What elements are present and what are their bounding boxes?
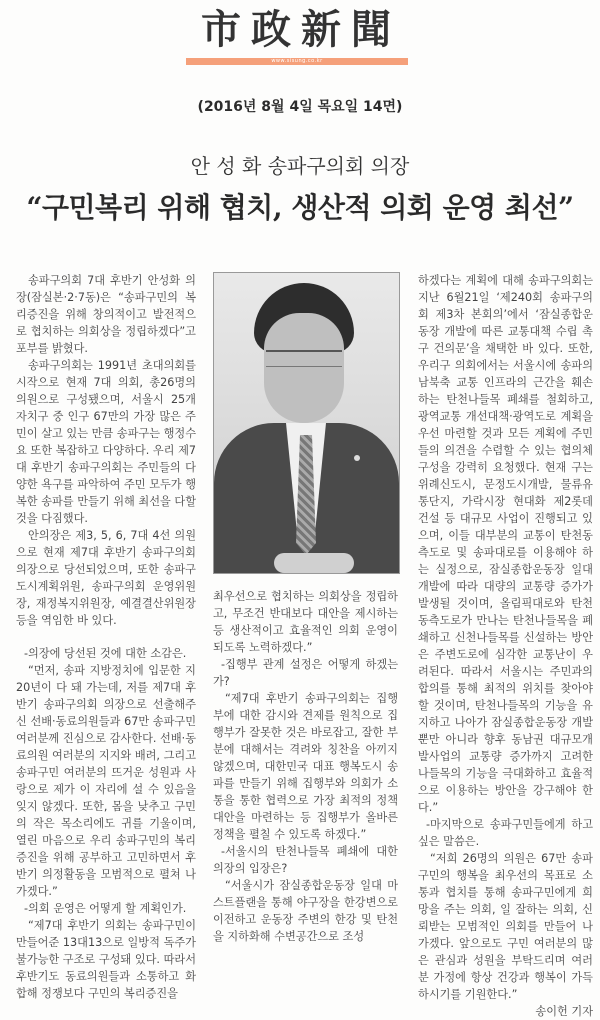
glasses-icon bbox=[266, 350, 342, 367]
article-headline: “구민복리 위해 협치, 생산적 의회 운영 최선” bbox=[26, 191, 574, 224]
dateline: (2016년 8월 4일 목요일 14면) bbox=[197, 99, 403, 115]
interview-question: -마지막으로 송파구민들에게 하고 싶은 말씀은. bbox=[418, 818, 593, 848]
speaker-photo bbox=[213, 272, 400, 574]
article-column-2 bbox=[213, 588, 398, 945]
paragraph: 최우선으로 협치하는 의회상을 정립하고, 무조건 반대보다 대안을 제시하는 등 생산적이고 효율적인 의회 운영이 되도록 노력하겠다.” bbox=[213, 590, 398, 654]
photo-face bbox=[264, 313, 344, 423]
photo-hands bbox=[274, 553, 354, 573]
masthead bbox=[186, 4, 408, 65]
paragraph: “저희 26명의 의원은 67만 송파구민의 행복을 최우선의 목표로 소통과 협치를 통해 송파구민에게 희망을 주는 의회, 일 잘하는 의회, 신뢰받는 모범적인 의회를 만들어 나가겠다. 앞으로도 구민 여러분의 많은 관심과 성원을 부탁드리며 여러분 가정에 항상 건강과 행복이 가득하시기를 기원한다.” bbox=[418, 852, 593, 1001]
interview-question: -집행부 관계 설정은 어떻게 하겠는가? bbox=[213, 658, 398, 688]
paragraph: 송파구의회는 1991년 초대의회를 시작으로 현재 7대 의회, 총26명의 의원으로 구성됐으며, 서울시 25개 자치구 중 인구 67만의 가장 많은 주민이 살고 있는 만큼 송파구는 행정수요 또한 복잡하고 다양하다. 우리 제7대 후반기 송파구의회는 주민들의 다양한 욕구를 파악하여 주민 모두가 행복한 송파를 만들기 위해 최선을 다할 것을 다짐했다. bbox=[16, 359, 196, 525]
paragraph: “먼저, 송파 지방정치에 입문한 지 20년이 다 돼 가는데, 저를 제7대 후반기 송파구의회 의장으로 선출해주신 선배·동료의원들과 67만 송파구민 여러분께 진심으로 감사한다. 선배·동료의원 여러분의 지지와 배려, 그리고 송파구민 여러분의 뜨거운 성원과 사랑으로 제가 이 자리에 설 수 있음을 잊지 않겠다. 또한, 몸을 낮추고 구민의 작은 목소리에도 귀를 기울이며, 열린 마음으로 우리 송파구민의 복리증진을 위해 공부하고 고민하면서 후반기 의정활동을 모범적으로 펼쳐 나가겠다.” bbox=[16, 664, 196, 898]
paragraph: 하겠다는 계획에 대해 송파구의회는 지난 6월21일 ‘제240회 송파구의회 제3차 본회의’에서 ‘잠실종합운동장 개발에 따른 교통대책 수립 촉구 건의문’을 채택한 바 있다. 또한, 우리구 의회에서는 서울시에 송파의 남북축 교통 인프라의 근간을 훼손하는 탄천나들목 폐쇄를 철회하고, 광역교통 개선대책·광역도로 계획을 우선 마련할 것과 모든 계획에 주민들의 의견을 수렴할 수 있는 협의체 구성을 강력히 요청했다. 현재 구는 위례신도시, 문정도시개발, 물류유통단지, 가락시장 현대화 제2롯데 건설 등 대규모 사업이 진행되고 있으며, 이들 대부분의 교통이 탄천동측도로 및 송파대로를 이용해야 하는 실정으로, 잠실종합운동장 일대 개발에 따라 대량의 교통량 증가가 발생될 것이며, 올림픽대로와 탄천동측도로가 만나는 탄천나들목을 폐쇄하고 신천나들목를 신설하는 방안은 주변도로에 심각한 교통난이 우려된다. 따라서 서울시는 주민과의 합의를 통해 최적의 위치를 찾아야 할 것이며, 탄천나들목의 기능을 유지하고 나아가 잠실종합운동장 개발뿐만 아니라 향후 동남권 대규모개발사업의 교통량 증가까지 고려한 나들목의 기능을 극대화하고 효율적으로 이용하는 방안을 강구해야 한다.” bbox=[418, 274, 593, 814]
interview-question: -서울시의 탄천나들목 폐쇄에 대한 의장의 입장은? bbox=[213, 845, 398, 875]
byline: 송이헌 기자 bbox=[535, 1005, 593, 1018]
lapel-pin-icon bbox=[354, 455, 360, 461]
paragraph: 안의장은 제3, 5, 6, 7대 4선 의원으로 현재 제7대 후반기 송파구의회 의장으로 당선되었으며, 또한 송파구 도시계획위원, 송파구의회 운영위원장, 재정복지위원장, 예결결산위원장 등을 역임한 바 있다. bbox=[16, 529, 196, 627]
paragraph: “제7대 후반기 의회는 송파구민이 만들어준 13대13으로 일방적 독주가 불가능한 구조로 구성돼 있다. 따라서 후반기도 동료의원들과 소통하고 화합해 정쟁보다 구민의 복리증진을 bbox=[16, 919, 196, 1000]
masthead-url-bar: www.sisung.co.kr bbox=[186, 58, 408, 65]
interview-question: -의회 운영은 어떻게 할 계획인가. bbox=[24, 902, 187, 915]
article-subhead: 안 성 화 송파구의회 의장 bbox=[190, 154, 410, 178]
paragraph: “제7대 후반기 송파구의회는 집행부에 대한 감시와 견제를 원칙으로 집행부가 잘못한 것은 바로잡고, 잘한 부분에 대해서는 격려와 칭찬을 아끼지 않겠으며, 대한민국 대표 행복도시 송파를 만들기 위해 집행부와 의회가 소통을 통한 협력으로 가장 최적의 정책대안을 마련하는 등 집행부가 올바른 정책을 펼칠 수 있도록 하겠다.” bbox=[213, 692, 398, 841]
article-column-3 bbox=[418, 272, 593, 1020]
paragraph: 송파구의회 7대 후반기 안성화 의장(잠실본·2·7동)은 “송파구민의 복리증진을 위해 창의적이고 발전적으로 협치하는 의회상을 정립하겠다”고 포부를 밝혔다. bbox=[16, 274, 196, 355]
interview-question: -의장에 당선된 것에 대한 소감은. bbox=[24, 647, 187, 660]
newspaper-logo: 市政新聞 bbox=[201, 7, 401, 53]
paragraph: “서울시가 잠실종합운동장 일대 마스트플랜을 통해 야구장을 한강변으로 이전하고 운동장 주변의 한강 및 탄천을 지하화해 수변공간으로 조성 bbox=[213, 879, 398, 943]
